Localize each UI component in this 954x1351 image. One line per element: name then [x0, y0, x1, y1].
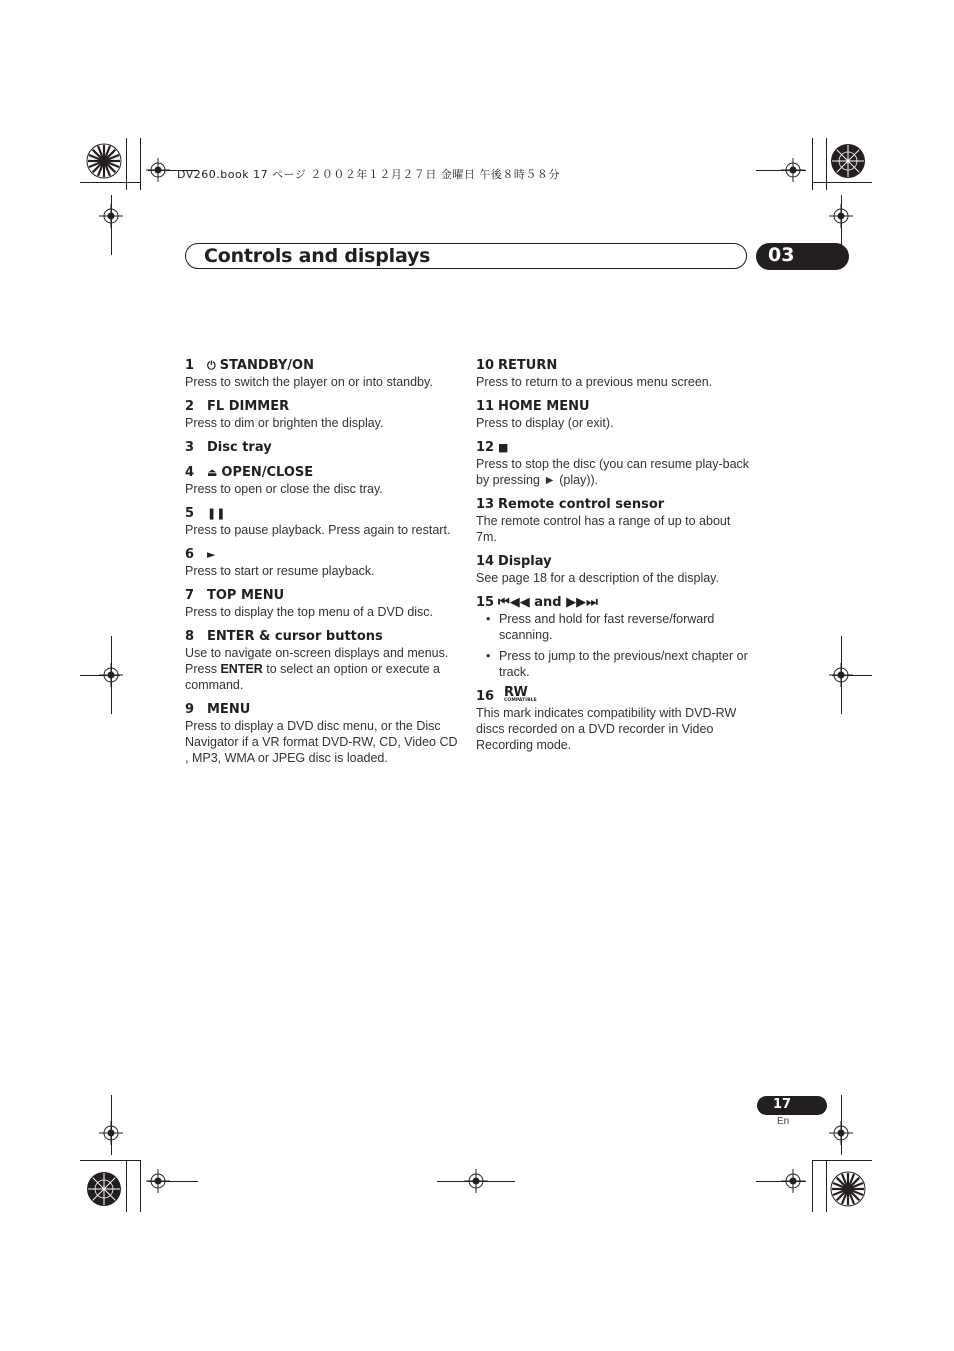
description-text: Use to navigate on-screen displays and menus. Press: [185, 646, 449, 676]
item-label: ENTER & cursor buttons: [207, 629, 383, 644]
item-number: 11: [476, 399, 495, 414]
crop-line: [126, 1160, 127, 1212]
list-item: [476, 594, 751, 680]
item-description: This mark indicates compatibility with DVD-RW discs recorded on a DVD recorder in Video Recording mode.: [476, 706, 737, 752]
list-item: [185, 357, 460, 390]
item-description: Press to stop the disc (you can resume play-back by pressing ► (play)).: [476, 457, 750, 487]
item-label: Remote control sensor: [498, 497, 665, 512]
crop-line: [812, 182, 872, 183]
skip-scan-icons-label: ⏮◀◀ and ▶▶⏭: [498, 595, 598, 610]
page-language: En: [777, 1116, 790, 1127]
crop-line: [756, 170, 806, 171]
section-title-box: [185, 243, 747, 269]
description-text: to select an option or execute a command.: [185, 662, 441, 692]
item-number: 10: [476, 358, 495, 373]
item-description: Press to display the top menu of a DVD disc.: [185, 605, 434, 619]
list-item: [185, 439, 460, 456]
registration-target-bottom-left: [84, 1169, 124, 1209]
item-description: See page 18 for a description of the display.: [476, 571, 719, 585]
item-number: 9: [185, 702, 195, 717]
item-label: HOME MENU: [498, 399, 590, 414]
item-number: 1: [185, 358, 195, 373]
crop-line: [80, 182, 140, 183]
registration-target-top-left: [84, 141, 124, 181]
list-item: [476, 684, 751, 753]
item-description: Press to switch the player on or into standby.: [185, 375, 433, 389]
list-item: [185, 464, 460, 497]
list-item: [476, 439, 751, 488]
crop-line: [140, 1160, 141, 1212]
item-label: Disc tray: [207, 440, 272, 455]
list-item: [476, 357, 751, 390]
crop-line: [832, 675, 872, 676]
crop-line: [812, 1160, 813, 1212]
crop-line: [812, 1160, 872, 1161]
list-item: [185, 628, 460, 693]
list-item: [185, 505, 460, 538]
item-number: 6: [185, 547, 195, 562]
item-description: Press to open or close the disc tray.: [185, 482, 383, 496]
eject-icon: ⏏: [207, 466, 218, 479]
rw-compatible-logo: [504, 684, 537, 705]
item-number: 5: [185, 506, 195, 521]
item-number: 14: [476, 554, 495, 569]
item-number: 7: [185, 588, 195, 603]
item-number: 16: [476, 689, 495, 704]
item-description: The remote control has a range of up to about 7m.: [476, 514, 731, 544]
item-label: TOP MENU: [207, 588, 285, 603]
rw-logo-text: RW: [504, 684, 528, 700]
list-item: [185, 398, 460, 431]
item-description: Press to return to a previous menu screen.: [476, 375, 713, 389]
crop-line: [437, 1181, 515, 1182]
list-item: [185, 587, 460, 620]
list-item: [185, 701, 460, 766]
page-number: 17: [773, 1097, 792, 1112]
list-item: [185, 546, 460, 579]
item-number: 8: [185, 629, 195, 644]
item-number: 12: [476, 440, 495, 455]
list-item: [476, 398, 751, 431]
registration-target-bottom-right: [828, 1169, 868, 1209]
pause-icon: ❚❚: [207, 507, 226, 520]
item-description: Press to dim or brighten the display.: [185, 416, 384, 430]
bullet-item: • Press and hold for fast reverse/forward scanning.: [476, 611, 751, 643]
chapter-tab: [756, 243, 849, 270]
crop-line: [80, 1160, 140, 1161]
item-description: Press to pause playback. Press again to restart.: [185, 523, 451, 537]
crop-line: [756, 1181, 806, 1182]
crop-line: [111, 195, 112, 255]
page-number-tab: [757, 1096, 827, 1115]
item-description: [185, 645, 460, 693]
enter-keyword: ENTER: [220, 662, 263, 676]
rw-logo-subtext: COMPATIBLE: [504, 697, 537, 703]
item-number: 2: [185, 399, 195, 414]
power-icon: ⏻: [207, 359, 216, 372]
section-title: Controls and displays: [204, 245, 431, 267]
crop-line: [148, 1181, 198, 1182]
bullet-list: [476, 611, 751, 680]
item-number: 4: [185, 465, 195, 480]
play-icon: ►: [207, 548, 216, 561]
bullet-item: • Press to jump to the previous/next chapter or track.: [476, 648, 751, 680]
item-description: Press to display a DVD disc menu, or the Disc Navigator if a VR format DVD-RW, CD, Video CD , MP3, WMA or JPEG disc is loaded.: [185, 719, 458, 765]
crop-line: [140, 138, 141, 190]
item-description: Press to display (or exit).: [476, 416, 614, 430]
item-label: Display: [498, 554, 552, 569]
item-number: 3: [185, 440, 195, 455]
crop-line: [80, 675, 120, 676]
stop-icon: ■: [498, 441, 509, 454]
crop-line: [826, 1160, 827, 1212]
item-number: 15: [476, 595, 495, 610]
item-description: Press to start or resume playback.: [185, 564, 375, 578]
item-label: FL DIMMER: [207, 399, 290, 414]
crop-line: [111, 1095, 112, 1155]
item-label: RETURN: [498, 358, 558, 373]
item-label: MENU: [207, 702, 251, 717]
crop-line: [841, 1095, 842, 1155]
chapter-number: 03: [768, 244, 795, 266]
item-label: STANDBY/ON: [219, 358, 314, 373]
left-column: [185, 357, 460, 774]
registration-target-top-right: [828, 141, 868, 181]
right-column: [476, 357, 751, 761]
list-item: [476, 553, 751, 586]
list-item: [476, 496, 751, 545]
item-label: OPEN/CLOSE: [221, 465, 314, 480]
print-job-info: DV260.book 17 ページ ２００２年１２月２７日 金曜日 午後８時５８分: [177, 168, 560, 181]
item-number: 13: [476, 497, 495, 512]
